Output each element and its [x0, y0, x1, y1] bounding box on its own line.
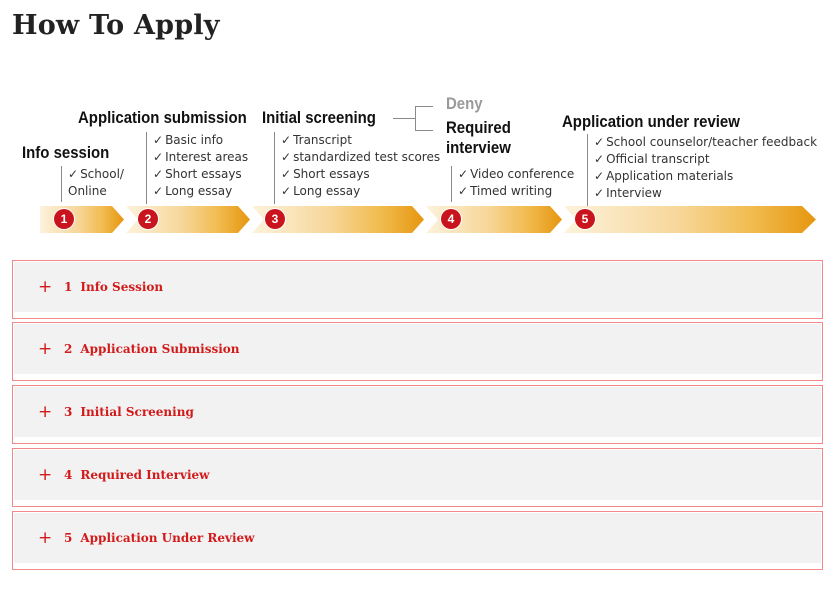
plus-icon[interactable]: + — [38, 464, 53, 485]
stage-title-line: interview — [446, 138, 511, 157]
plus-icon[interactable]: + — [38, 276, 53, 297]
stage-items-info-session — [61, 166, 124, 202]
accordion-step-number: 4 — [64, 468, 73, 482]
accordion-label[interactable]: Required Interview — [80, 468, 210, 482]
plus-icon[interactable]: + — [38, 338, 53, 359]
branch-connector-deny — [415, 106, 433, 107]
stage-title-application-under-review: Application under review — [562, 112, 740, 131]
accordion-label[interactable]: Application Submission — [80, 342, 240, 356]
branch-connector — [393, 118, 415, 119]
step-circle-5: 5 — [575, 209, 595, 229]
accordion-item-application-under-review[interactable] — [12, 511, 823, 570]
accordion-item-initial-screening[interactable] — [12, 385, 823, 444]
accordion-item-application-submission[interactable] — [12, 322, 823, 381]
accordion-header[interactable] — [14, 262, 821, 312]
accordion-header[interactable] — [14, 324, 821, 374]
stage-item: ✓ Transcript — [281, 132, 440, 149]
plus-icon[interactable]: + — [38, 401, 53, 422]
stage-item: ✓ Timed writing — [458, 183, 574, 200]
step-circle-2: 2 — [138, 209, 158, 229]
stage-items-required-interview — [451, 166, 574, 202]
accordion-label[interactable]: Initial Screening — [80, 405, 194, 419]
accordion-label[interactable]: Info Session — [80, 280, 164, 294]
stage-item: ✓ Interview — [594, 185, 817, 202]
stage-item: ✓ Short essays — [281, 166, 440, 183]
stage-item: ✓ Interest areas — [153, 149, 248, 166]
step-circle-1: 1 — [54, 209, 74, 229]
stage-item: ✓ Basic info — [153, 132, 248, 149]
stage-item: ✓ Long essay — [281, 183, 440, 200]
accordion-item-required-interview[interactable] — [12, 448, 823, 507]
stage-title-line: Required — [446, 118, 511, 137]
stage-items-initial-screening — [274, 132, 440, 204]
stage-title-initial-screening: Initial screening — [262, 108, 376, 127]
stage-item: ✓ School counselor/teacher feedback — [594, 134, 817, 151]
stage-item: ✓ Video conference — [458, 166, 574, 183]
stage-items-application-submission — [146, 132, 248, 204]
stage-item: ✓ standardized test scores — [281, 149, 440, 166]
accordion-header[interactable] — [14, 450, 821, 500]
accordion-label[interactable]: Application Under Review — [80, 531, 255, 545]
accordion-item-info-session[interactable] — [12, 260, 823, 319]
deny-label: Deny — [446, 94, 483, 113]
branch-connector-interview — [415, 130, 433, 131]
accordion-step-number: 5 — [64, 531, 73, 545]
stage-item: ✓ Official transcript — [594, 151, 817, 168]
accordion-step-number: 3 — [64, 405, 73, 419]
stage-item: Online — [68, 184, 107, 198]
stage-title-application-submission: Application submission — [78, 108, 247, 127]
arrow-segment-1 — [40, 206, 124, 233]
page-title: How To Apply — [12, 10, 220, 41]
accordion-step-number: 1 — [64, 280, 73, 294]
accordion-header[interactable] — [14, 513, 821, 563]
stage-item: ✓ Application materials — [594, 168, 817, 185]
stage-title-info-session: Info session — [22, 143, 110, 162]
step-circle-4: 4 — [441, 209, 461, 229]
stage-item: ✓ Long essay — [153, 183, 248, 200]
stage-items-application-under-review — [587, 134, 817, 206]
accordion-header[interactable] — [14, 387, 821, 437]
application-timeline — [0, 88, 831, 238]
stage-title-required-interview — [446, 118, 511, 158]
plus-icon[interactable]: + — [38, 527, 53, 548]
stage-item: ✓ School/ — [68, 166, 124, 183]
stage-item: ✓ Short essays — [153, 166, 248, 183]
step-circle-3: 3 — [265, 209, 285, 229]
branch-connector-vertical — [415, 106, 416, 130]
accordion-step-number: 2 — [64, 342, 73, 356]
arrow-segment-5 — [564, 206, 816, 233]
